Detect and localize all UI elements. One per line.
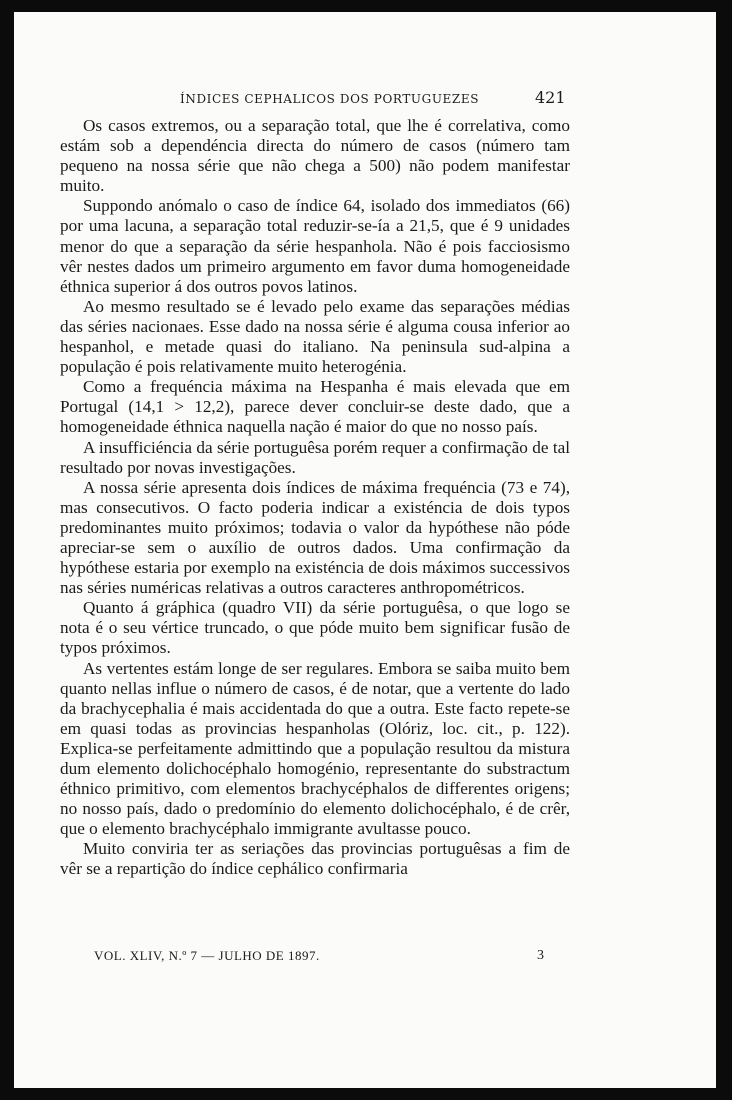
signature-mark: 3	[537, 948, 544, 963]
paragraph: As vertentes estám longe de ser regulares. Embora se saiba muito bem quanto nellas influe o número de casos, é de notar, que a vertente do lado da brachycephalia é mais accidentada do que a outra. Este facto repete-se em quasi todas as provincias hespanholas (Olóriz, loc. cit., p. 122). Explica-se perfeitamente admittindo que a população resultou da mistura dum elemento dolichocéphalo homogénio, representante do substractum éthnico primitivo, com elementos brachycéphalos de differentes origens; no nosso país, dado o predomínio do elemento dolichocéphalo, é de crêr, que o elemento brachycéphalo immigrante avultasse pouco.	[60, 658, 570, 839]
journal-volume-line: VOL. XLIV, N.º 7 — JULHO DE 1897.	[94, 948, 320, 963]
page-number: 421	[535, 88, 566, 107]
paragraph: Os casos extremos, ou a separação total, que lhe é correlativa, como estám sob a dependéncia directa do número de casos (número tam pequeno na nossa série que não chega a 500) não podem manifestar muito.	[60, 116, 570, 196]
running-title: ÍNDICES CEPHALICOS DOS PORTUGUEZES	[180, 92, 480, 106]
paragraph: Muito conviria ter as seriações das provincias portuguêsas a fim de vêr se a repartição do índice cephálico confirmaria	[60, 839, 570, 879]
footer	[94, 948, 424, 968]
paragraph: Suppondo anómalo o caso de índice 64, isolado dos immediatos (66) por uma lacuna, a separação total reduzir-se-ía a 21,5, que é 9 unidades menor do que a separação da série hespanhola. Não é pois facciosismo vêr nestes dados um primeiro argumento em favor duma homogeneidade éthnica superior á dos outros povos latinos.	[60, 196, 570, 296]
paragraph: Ao mesmo resultado se é levado pelo exame das separações médias das séries nacionaes. Esse dado na nossa série é alguma cousa inferior ao hespanhol, e metade quasi do italiano. Na peninsula sud-alpina a população é pois relativamente muito heterogénia.	[60, 296, 570, 377]
document-page	[60, 72, 570, 963]
paragraph: A insufficiéncia da série portuguêsa porém requer a confirmação de tal resultado por novas investigações.	[60, 437, 570, 477]
paragraph: A nossa série apresenta dois índices de máxima frequéncia (73 e 74), mas consecutivos. O facto poderia indicar a existéncia de dois typos predominantes muito próximos; todavia o valor da hypóthese não póde apreciar-se sem o auxílio de outros dados. Uma confirmação da hypóthese estaria por exemplo na existéncia de dois máximos successivos nas séries numéricas relativas a outros caracteres anthropométricos.	[60, 477, 570, 598]
paragraph: Como a frequéncia máxima na Hespanha é mais elevada que em Portugal (14,1 > 12,2), parece dever concluir-se deste dado, que a homogeneidade éthnica naquella nação é maior do que no nosso país.	[60, 377, 570, 437]
running-head	[60, 72, 570, 107]
paragraph: Quanto á gráphica (quadro VII) da série portuguêsa, o que logo se nota é o seu vértice truncado, o que póde muito bem significar fusão de typos próximos.	[60, 598, 570, 658]
body-text	[60, 116, 570, 880]
